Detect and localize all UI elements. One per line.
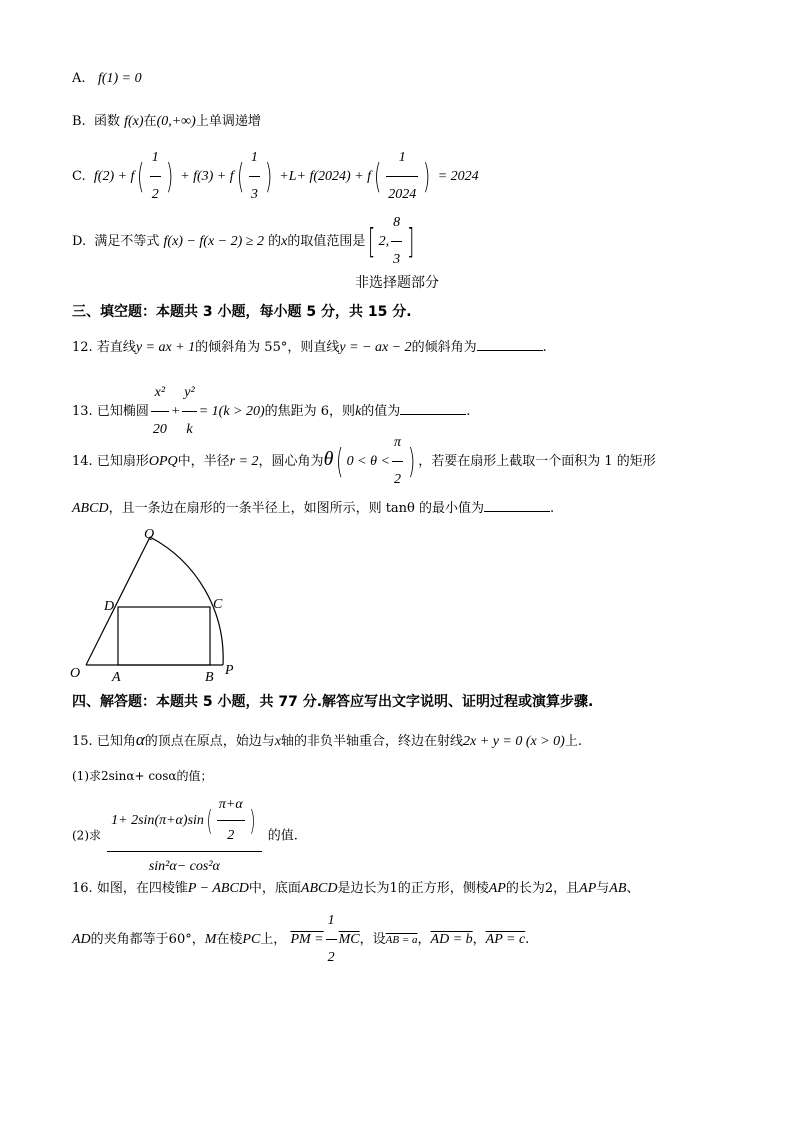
- q16-text3: 是边长为1的正方形，侧棱: [337, 881, 489, 896]
- q12-math1: y = ax + 1: [135, 340, 196, 355]
- denominator: sin²α− cos²α: [107, 851, 261, 882]
- vector-mc: $\overline{MC}$: [338, 932, 360, 947]
- sector-figure: [68, 527, 248, 687]
- fraction-y2-k: $\frac{\text{y²}}{k}$: [182, 375, 196, 448]
- option-b: [72, 113, 261, 131]
- q12-text1: 若直线: [96, 340, 136, 355]
- right-paren: ): [264, 156, 273, 197]
- option-c-label: C.: [72, 169, 86, 184]
- q15-part2: [72, 790, 298, 882]
- plus-sign: +: [170, 404, 181, 419]
- left-paren: (: [336, 441, 344, 482]
- q13-end: .: [466, 404, 471, 419]
- range-start: 2,: [378, 234, 390, 249]
- q15-number: 15.: [72, 734, 93, 749]
- right-paren: ): [407, 441, 416, 482]
- pi: π: [218, 797, 226, 812]
- option-b-suffix: 上单调递增: [195, 114, 261, 129]
- vector-ad: AD = b: [430, 932, 473, 947]
- comma: ，: [472, 932, 486, 947]
- q14-text2: 中，半径: [177, 454, 230, 469]
- label-c: C: [213, 597, 223, 612]
- q13-text3: 的值为: [361, 404, 401, 419]
- question-16-line2: [72, 903, 529, 976]
- q16-text9: 上，: [260, 932, 287, 947]
- left-paren: (: [206, 803, 213, 837]
- q16-math5: AB: [609, 881, 627, 896]
- q16-text8: 在棱: [216, 932, 243, 947]
- q15-part2-fraction: [107, 790, 261, 882]
- q14-text4: ，若要在扇形上截取一个面积为 1 的矩形: [418, 454, 656, 469]
- q14-end: .: [550, 501, 555, 516]
- q13-text2: 的焦距为 6，则: [264, 404, 356, 419]
- vector-ap: AP = c: [485, 932, 526, 947]
- q16-text7: 的夹角都等于60°，: [90, 932, 205, 947]
- q13-number: 13.: [72, 404, 93, 419]
- question-16: [72, 880, 639, 898]
- option-a: [72, 70, 142, 88]
- q12-math2: y = − ax − 2: [339, 340, 412, 355]
- q12-text2: 的倾斜角为 55°，则直线: [195, 340, 340, 355]
- q16-text4: 的长为2，且: [505, 881, 580, 896]
- q15-text4: 上.: [564, 734, 582, 749]
- question-14-line2: [72, 499, 554, 518]
- comma: ，: [417, 932, 431, 947]
- option-d-math: f(x) − f(x − 2) ≥ 2: [163, 234, 264, 249]
- q14-math1: OPQ: [148, 454, 178, 469]
- left-paren: (: [374, 156, 382, 197]
- numerator-a: 1+ 2sin: [111, 813, 155, 828]
- label-b: B: [205, 670, 214, 685]
- option-b-label: B.: [72, 114, 86, 129]
- option-b-mid: 在: [143, 114, 157, 129]
- fraction-1-2: $\frac{1}{2}$: [150, 140, 161, 213]
- q15-text3: 轴的非负半轴重合，终边在射线: [281, 734, 464, 749]
- question-15: [72, 731, 582, 751]
- option-d-mid: 的: [268, 234, 282, 249]
- q15-part1: (1)求2sinα+ cosα的值；: [72, 769, 213, 783]
- q16-m: M: [204, 932, 217, 947]
- right-paren: ): [423, 156, 431, 197]
- plus-alpha: +α: [225, 797, 243, 812]
- option-c-result: = 2024: [437, 169, 479, 184]
- fraction-8-3: $\frac{8}{3}$: [391, 205, 402, 278]
- label-a: A: [112, 670, 121, 685]
- question-12: [72, 338, 547, 357]
- answer-blank: [400, 402, 466, 415]
- left-paren: (: [236, 156, 244, 197]
- fraction-1-2024: $\frac{1}{2024}$: [386, 140, 418, 213]
- q16-text1: 如图，在四棱锥: [96, 881, 188, 896]
- q15-text1: 已知角: [96, 734, 136, 749]
- vector-pm: PM =: [290, 932, 324, 947]
- option-a-label: A.: [72, 71, 86, 86]
- section-nonchoice-heading: 非选择题部分: [355, 275, 439, 291]
- theta-symbol: θ: [323, 448, 334, 470]
- two: 2: [217, 820, 245, 851]
- fraction-pi-2: $\frac{\pi}{2}$: [392, 425, 403, 498]
- left-bracket: [: [368, 221, 376, 262]
- alpha-symbol: α: [135, 730, 145, 749]
- q14-rect-name: ABCD: [72, 501, 109, 516]
- q16-ad: AD: [72, 932, 91, 947]
- label-o: O: [70, 666, 81, 681]
- q13-text1: 已知椭圆: [96, 404, 149, 419]
- fraction-1-2: $\frac{1}{2}$: [326, 903, 337, 976]
- vector-ab: AB = a: [385, 934, 418, 946]
- q14-number: 14.: [72, 454, 93, 469]
- right-paren: ): [249, 803, 256, 837]
- label-d: D: [104, 599, 115, 614]
- fraction-1-3: $\frac{1}{3}$: [249, 140, 260, 213]
- numerator-b: (π+α)sin: [154, 813, 204, 828]
- q14-condition: 0 < θ <: [346, 454, 390, 469]
- q16-pc: PC: [242, 932, 261, 947]
- q14-math2: r = 2: [229, 454, 259, 469]
- q15-x: x: [274, 734, 282, 749]
- option-c: [72, 140, 479, 213]
- option-d: [72, 205, 417, 278]
- q15-text2: 的顶点在原点，始边与: [144, 734, 275, 749]
- q15-ray: 2x + y = 0 (x > 0): [463, 734, 565, 749]
- q16-text10: ，设: [359, 932, 386, 947]
- option-b-interval: (0,+∞): [156, 114, 196, 129]
- q16-text6: 、: [626, 881, 640, 896]
- option-b-math: f(x): [124, 114, 144, 129]
- q16-end: .: [525, 932, 530, 947]
- fraction-pi-2: [217, 790, 245, 851]
- q13-var: k: [355, 404, 362, 419]
- q14-text1: 已知扇形: [96, 454, 149, 469]
- q16-math2: ABCD: [300, 881, 338, 896]
- q16-math4: AP: [579, 881, 597, 896]
- option-a-math: f(1) = 0: [97, 71, 142, 86]
- q12-text3: 的倾斜角为: [411, 340, 477, 355]
- option-c-term3: +L+ f(2024) + f: [279, 169, 372, 184]
- option-c-term2: + f(3) + f: [180, 169, 234, 184]
- label-q: Q: [144, 527, 155, 542]
- q16-math3: AP: [488, 881, 506, 896]
- rectangle-abcd: [118, 607, 210, 665]
- q12-number: 12.: [72, 340, 93, 355]
- q16-number: 16.: [72, 881, 93, 896]
- right-bracket: ]: [407, 221, 415, 262]
- q16-text5: 与: [596, 881, 610, 896]
- option-c-term1: f(2) + f: [93, 169, 135, 184]
- q15-part2-label: (2)求: [72, 828, 101, 843]
- answer-blank: [484, 499, 550, 512]
- q16-math1: P − ABCD: [187, 881, 249, 896]
- right-paren: ): [165, 156, 173, 197]
- q16-text2: 中，底面: [248, 881, 301, 896]
- section4-title: 四、解答题：本题共 5 小题，共 77 分.解答应写出文字说明、证明过程或演算步骤.: [72, 694, 594, 710]
- question-14: [72, 425, 656, 498]
- answer-blank: [477, 338, 543, 351]
- option-d-label: D.: [72, 234, 87, 249]
- option-d-suffix: 的取值范围是: [287, 234, 366, 249]
- q14-text3: ，圆心角为: [258, 454, 324, 469]
- q12-end: .: [542, 340, 547, 355]
- left-paren: (: [137, 156, 145, 197]
- option-b-prefix: 函数: [93, 114, 120, 129]
- q13-math: = 1(k > 20): [198, 404, 265, 419]
- fraction-x2-20: $\frac{\text{x²}}{20}$: [151, 375, 169, 448]
- q14-text5: ，且一条边在扇形的一条半径上，如图所示，则 tanθ 的最小值为: [108, 501, 485, 516]
- option-d-prefix: 满足不等式: [94, 234, 160, 249]
- label-p: P: [225, 663, 234, 678]
- section3-title: 三、填空题：本题共 3 小题，每小题 5 分，共 15 分.: [72, 304, 412, 320]
- q15-part2-end: 的值.: [267, 828, 298, 844]
- option-d-var: x: [281, 234, 288, 249]
